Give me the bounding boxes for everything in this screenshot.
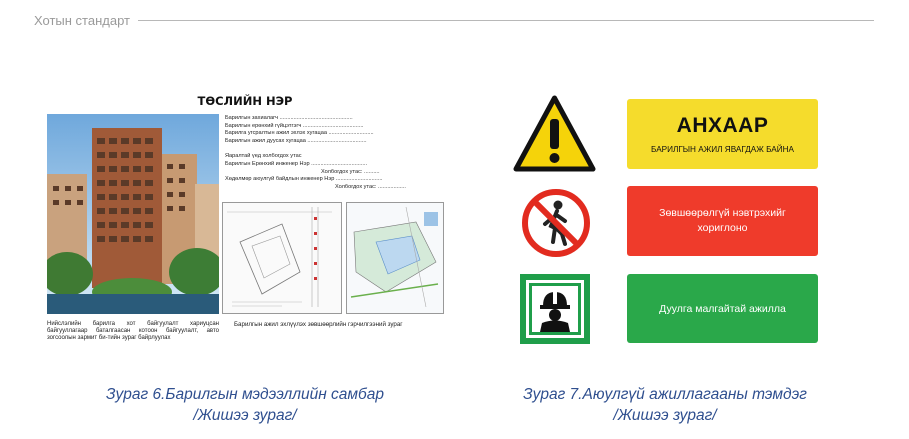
board-caption-right: Барилгын ажил эхлүүлэх зөвшөөрлийн гэрчилгээний зураг — [234, 321, 403, 328]
figure-6-subtitle: /Жишээ зураг/ — [193, 407, 297, 424]
header-rule — [138, 20, 874, 21]
figure-6-title: Зураг 6.Барилгын мэдээллийн самбар — [105, 386, 385, 403]
info-line: Холбогдох утас: .................. — [335, 183, 406, 190]
warning-triangle-icon — [513, 95, 596, 173]
figure-6-caption — [60, 384, 430, 426]
info-line: Хөдөлмөр аюулгүй байдлын инженер Нэр .............................. — [225, 176, 383, 183]
figure-7-subtitle: /Жишээ зураг/ — [613, 407, 717, 424]
board-info-lines — [225, 115, 445, 191]
building-photo — [47, 114, 219, 314]
no-entry-pedestrian-icon — [521, 188, 591, 258]
figure-7-title: Зураг 7.Аюулгүй ажиллагааны тэмдэг — [523, 386, 807, 403]
hard-hat-worker-icon — [520, 274, 590, 344]
helmet-banner — [627, 274, 818, 343]
helmet-text: Дуулга малгайтай ажилла — [659, 302, 786, 315]
site-plan-drawing — [222, 202, 342, 314]
prohibition-banner — [627, 186, 818, 256]
board-title: ТӨСЛИЙН НЭР — [197, 94, 293, 108]
warning-title: АНХААР — [676, 114, 769, 137]
info-line: Барилгын захиалагч ............................................... — [225, 115, 353, 121]
warning-banner — [627, 99, 818, 169]
info-line: Яаралтай үед холбогдох утас — [225, 153, 302, 160]
info-line: Барилгын ерөнхий гүйцэтгэгч ....................................... — [225, 122, 364, 129]
site-map-drawing — [346, 202, 444, 314]
header-title: Хотын стандарт — [34, 12, 130, 28]
info-line: Холбогдох утас: .......... — [321, 168, 380, 175]
prohibition-line-2: хориглоно — [697, 222, 748, 234]
warning-subtitle: БАРИЛГЫН АЖИЛ ЯВАГДАЖ БАЙНА — [651, 145, 794, 154]
board-caption-left: Нийслэлийн барилга хот байгуулалт хариуцсан байгууллагаар баталгаасан котоон байгуулалт, авто зогсоолын зармит би-тийн зураг байрлуулах — [47, 321, 219, 341]
info-board-image — [44, 88, 446, 353]
info-line: Барилгын ажил дуусах хугацаа ...................................... — [225, 137, 367, 144]
info-line: Барилга угсралтын ажил эхлэх хугацаа ............................. — [225, 130, 374, 137]
prohibition-line-1: Зөвшөөрөлгүй нэвтрэхийг — [659, 207, 786, 219]
page-header — [34, 11, 874, 29]
info-line: Барилгын Ерөнхий инженер Нэр .................................... — [225, 160, 368, 167]
figure-7-caption — [480, 384, 850, 426]
